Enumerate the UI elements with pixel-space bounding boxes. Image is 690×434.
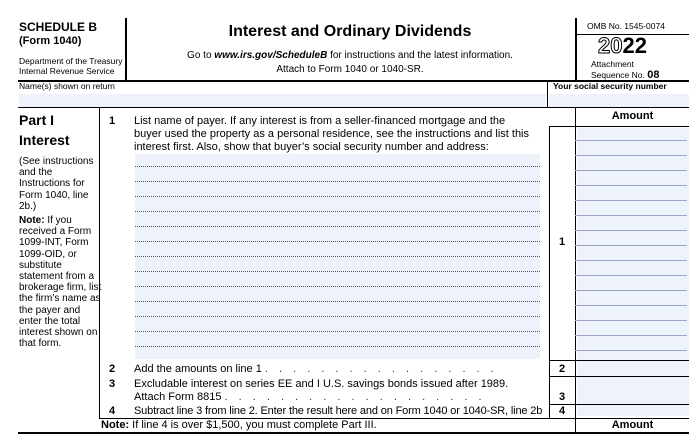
payer-row (135, 196, 540, 197)
line2-bottom-rule (549, 376, 689, 377)
payer-row (135, 346, 540, 347)
amount-row (575, 215, 687, 216)
amount-row (575, 170, 687, 171)
payer-row (135, 211, 540, 212)
tax-year: 2022 (598, 33, 647, 58)
payer-row (135, 256, 540, 257)
payer-row (135, 226, 540, 227)
payer-row (135, 286, 540, 287)
name-field[interactable] (19, 94, 546, 107)
amount-row (575, 245, 687, 246)
amount-header: Amount (611, 110, 654, 122)
form-title: Interest and Ordinary Dividends (228, 23, 472, 40)
amount-row (575, 320, 687, 321)
line1-box-label: 1 (558, 236, 566, 248)
sequence-label: Sequence No. 08 (591, 69, 660, 81)
line1-text-2: buyer used the property as a personal residence, see the instructions and list this (134, 128, 530, 140)
amount-column-field[interactable] (577, 128, 689, 416)
amount-row (575, 230, 687, 231)
amount-row (575, 140, 687, 141)
part-label: Part I (19, 112, 55, 128)
line2-number: 2 (109, 363, 116, 375)
amount-row (575, 155, 687, 156)
payer-row (135, 241, 540, 242)
department-line: Department of the Treasury (19, 56, 123, 66)
part-sidebar (19, 156, 103, 352)
sidebar-divider (99, 108, 100, 418)
name-row-bottom-rule (18, 107, 689, 108)
amount-row (575, 335, 687, 336)
omb-number: OMB No. 1545-0074 (587, 21, 665, 31)
line4-text: Subtract line 3 from line 2. Enter the result here and on Form 1040 or 1040-SR, line 2b (134, 405, 543, 417)
sidebar-note: Note: If you received a Form 1099-INT, Form 1099-OID, or substitute statement from a brokerage firm, list the firm’s name as the payer and enter the total interest shown on that form. (19, 215, 102, 350)
amount-row (575, 290, 687, 291)
amount-row (575, 200, 687, 201)
amount-row (575, 305, 687, 306)
payer-row (135, 271, 540, 272)
name-label: Name(s) shown on return (19, 81, 115, 91)
line3-number: 3 (109, 378, 116, 390)
part1-note: Note: If line 4 is over $1,500, you must complete Part III. (101, 419, 377, 431)
attachment-label: Attachment (591, 59, 634, 69)
name-ssn-divider (547, 81, 548, 107)
payer-row (135, 331, 540, 332)
line2-text: Add the amounts on line 1 . . . . . . . . . . . . . . . . . (134, 363, 498, 375)
ssn-field[interactable] (549, 94, 689, 107)
ssn-label: Your social security number (553, 81, 667, 91)
header-divider-right (575, 18, 577, 80)
attach-line: Attach to Form 1040 or 1040-SR. (276, 64, 424, 75)
payer-row (135, 181, 540, 182)
amount-row (575, 185, 687, 186)
payer-row (135, 166, 540, 167)
line1-text-3: interest first. Also, show that buyer’s social security number and address: (134, 141, 489, 153)
agency-line: Internal Revenue Service (19, 66, 115, 76)
line1-text-1: List name of payer. If any interest is from a seller-financed mortgage and the (134, 115, 506, 127)
instructions-line: Go to www.irs.gov/ScheduleB for instructions and the latest information. (187, 50, 513, 61)
line2-box-label: 2 (558, 363, 566, 375)
amount-row (575, 275, 687, 276)
schedule-label: SCHEDULE B (19, 20, 98, 34)
amount-header-2: Amount (611, 419, 654, 431)
line3-text-1: Excludable interest on series EE and I U.S. savings bonds issued after 1989. (134, 378, 509, 390)
amount-header-rule (549, 126, 689, 127)
form-reference: (Form 1040) (19, 35, 82, 47)
amount-row (575, 350, 687, 351)
line3-box-label: 3 (558, 391, 566, 403)
sidebar-instructions: (See instructions and the Instructions for Form 1040, line 2b.) (19, 156, 94, 212)
line4-box-label: 4 (558, 405, 566, 417)
payer-row (135, 316, 540, 317)
irs-url-link[interactable]: www.irs.gov/ScheduleB (214, 50, 328, 61)
line3-text-2: Attach Form 8815 . . . . . . . . . . . . . . . . . . . (134, 391, 486, 403)
part-title: Interest (19, 132, 70, 148)
amount-row (575, 260, 687, 261)
line4-number: 4 (109, 405, 116, 417)
line1-bottom-rule (549, 360, 689, 361)
payer-row (135, 301, 540, 302)
line1-number: 1 (109, 115, 116, 127)
